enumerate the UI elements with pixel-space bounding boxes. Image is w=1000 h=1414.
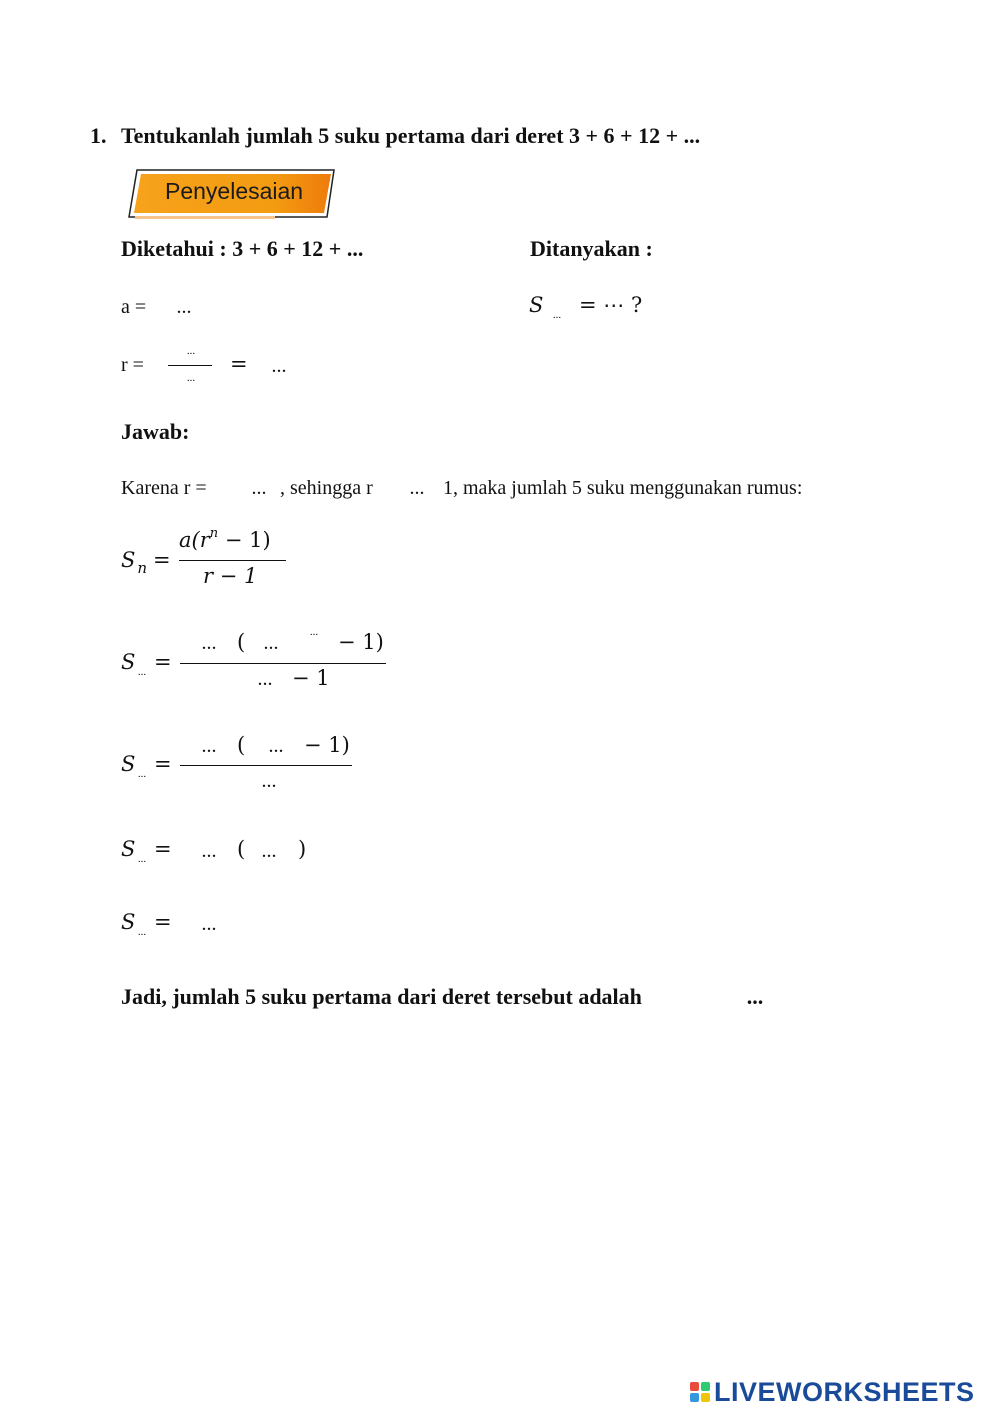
step1-r-field[interactable]: ... <box>263 632 279 654</box>
step2-equals: = <box>154 752 172 776</box>
formula-denominator: r − 1 <box>203 564 258 588</box>
step2-value-field[interactable]: ... <box>268 735 284 757</box>
step1-den-tail: − 1 <box>292 666 330 690</box>
step1-den-field[interactable]: ... <box>257 668 273 690</box>
step4-value-field[interactable]: ... <box>201 913 217 935</box>
liveworksheets-logo <box>690 1378 975 1406</box>
step1-s-symbol: S <box>121 650 136 674</box>
r-fraction-bar <box>168 365 212 366</box>
question-number: 1. <box>90 123 107 148</box>
penyelesaian-badge <box>127 166 337 221</box>
question-text: Tentukanlah jumlah 5 suku pertama dari deret 3 + 6 + 12 + ... <box>121 123 701 148</box>
a-value-field[interactable]: ... <box>176 296 192 318</box>
asked-s-index-field[interactable]: ... <box>552 309 562 321</box>
asked-s-symbol: S <box>529 293 544 317</box>
step2-a-field[interactable]: ... <box>201 735 217 757</box>
r-value-field[interactable]: ... <box>271 355 287 377</box>
step4-index-field[interactable]: ... <box>137 926 147 938</box>
step1-num-tail: − 1) <box>338 630 384 654</box>
step3-a-field[interactable]: ... <box>201 840 217 862</box>
step2-open-paren: ( <box>237 733 246 757</box>
step2-den-field[interactable]: ... <box>261 770 277 792</box>
step1-open-paren: ( <box>237 630 246 654</box>
logo-icon <box>690 1382 710 1402</box>
conclusion-value-field[interactable]: ... <box>746 984 764 1009</box>
badge-label: Penyelesaian <box>165 178 304 204</box>
step1-a-field[interactable]: ... <box>201 632 217 654</box>
step3-open-paren: ( <box>237 837 246 861</box>
formula-lhs: S $_n$ <box>121 548 148 577</box>
since-r-field[interactable]: ... <box>251 477 267 499</box>
r-equals: = <box>230 352 248 376</box>
step2-num-tail: − 1) <box>304 733 350 757</box>
step3-index-field[interactable]: ... <box>137 853 147 865</box>
step3-b-field[interactable]: ... <box>261 840 277 862</box>
step4-equals: = <box>154 910 172 934</box>
step3-s-symbol: S <box>121 837 136 861</box>
since-suffix: 1, maka jumlah 5 suku menggunakan rumus: <box>443 477 803 499</box>
known-heading: Diketahui : 3 + 6 + 12 + ... <box>121 236 364 261</box>
formula-equals: = <box>153 548 171 572</box>
since-compare-field[interactable]: ... <box>409 477 425 499</box>
logo-text: LIVEWORKSHEETS <box>714 1376 975 1407</box>
step4-s-symbol: S <box>121 910 136 934</box>
step2-fraction-bar <box>180 765 352 766</box>
step1-equals: = <box>154 650 172 674</box>
step1-fraction-bar <box>180 663 386 664</box>
step1-exponent-field[interactable]: ... <box>309 626 319 638</box>
r-label: r = <box>121 354 144 376</box>
since-mid: , sehingga r <box>280 477 373 499</box>
asked-s-rest: = ⋯ ? <box>579 293 643 317</box>
step1-index-field[interactable]: ... <box>137 666 147 678</box>
formula-numerator: $a(r^n - 1)$ <box>179 526 271 552</box>
since-prefix: Karena r = <box>121 477 207 499</box>
step2-s-symbol: S <box>121 752 136 776</box>
asked-heading: Ditanyakan : <box>530 236 653 261</box>
r-numerator-field[interactable]: ... <box>186 345 196 357</box>
conclusion-text: Jadi, jumlah 5 suku pertama dari deret tersebut adalah <box>121 984 642 1009</box>
r-denominator-field[interactable]: ... <box>186 372 196 384</box>
answer-heading: Jawab: <box>121 419 190 444</box>
formula-fraction-bar <box>179 560 286 561</box>
a-label: a = <box>121 296 147 318</box>
step2-index-field[interactable]: ... <box>137 768 147 780</box>
step3-equals: = <box>154 837 172 861</box>
step3-close-paren: ) <box>298 837 307 861</box>
